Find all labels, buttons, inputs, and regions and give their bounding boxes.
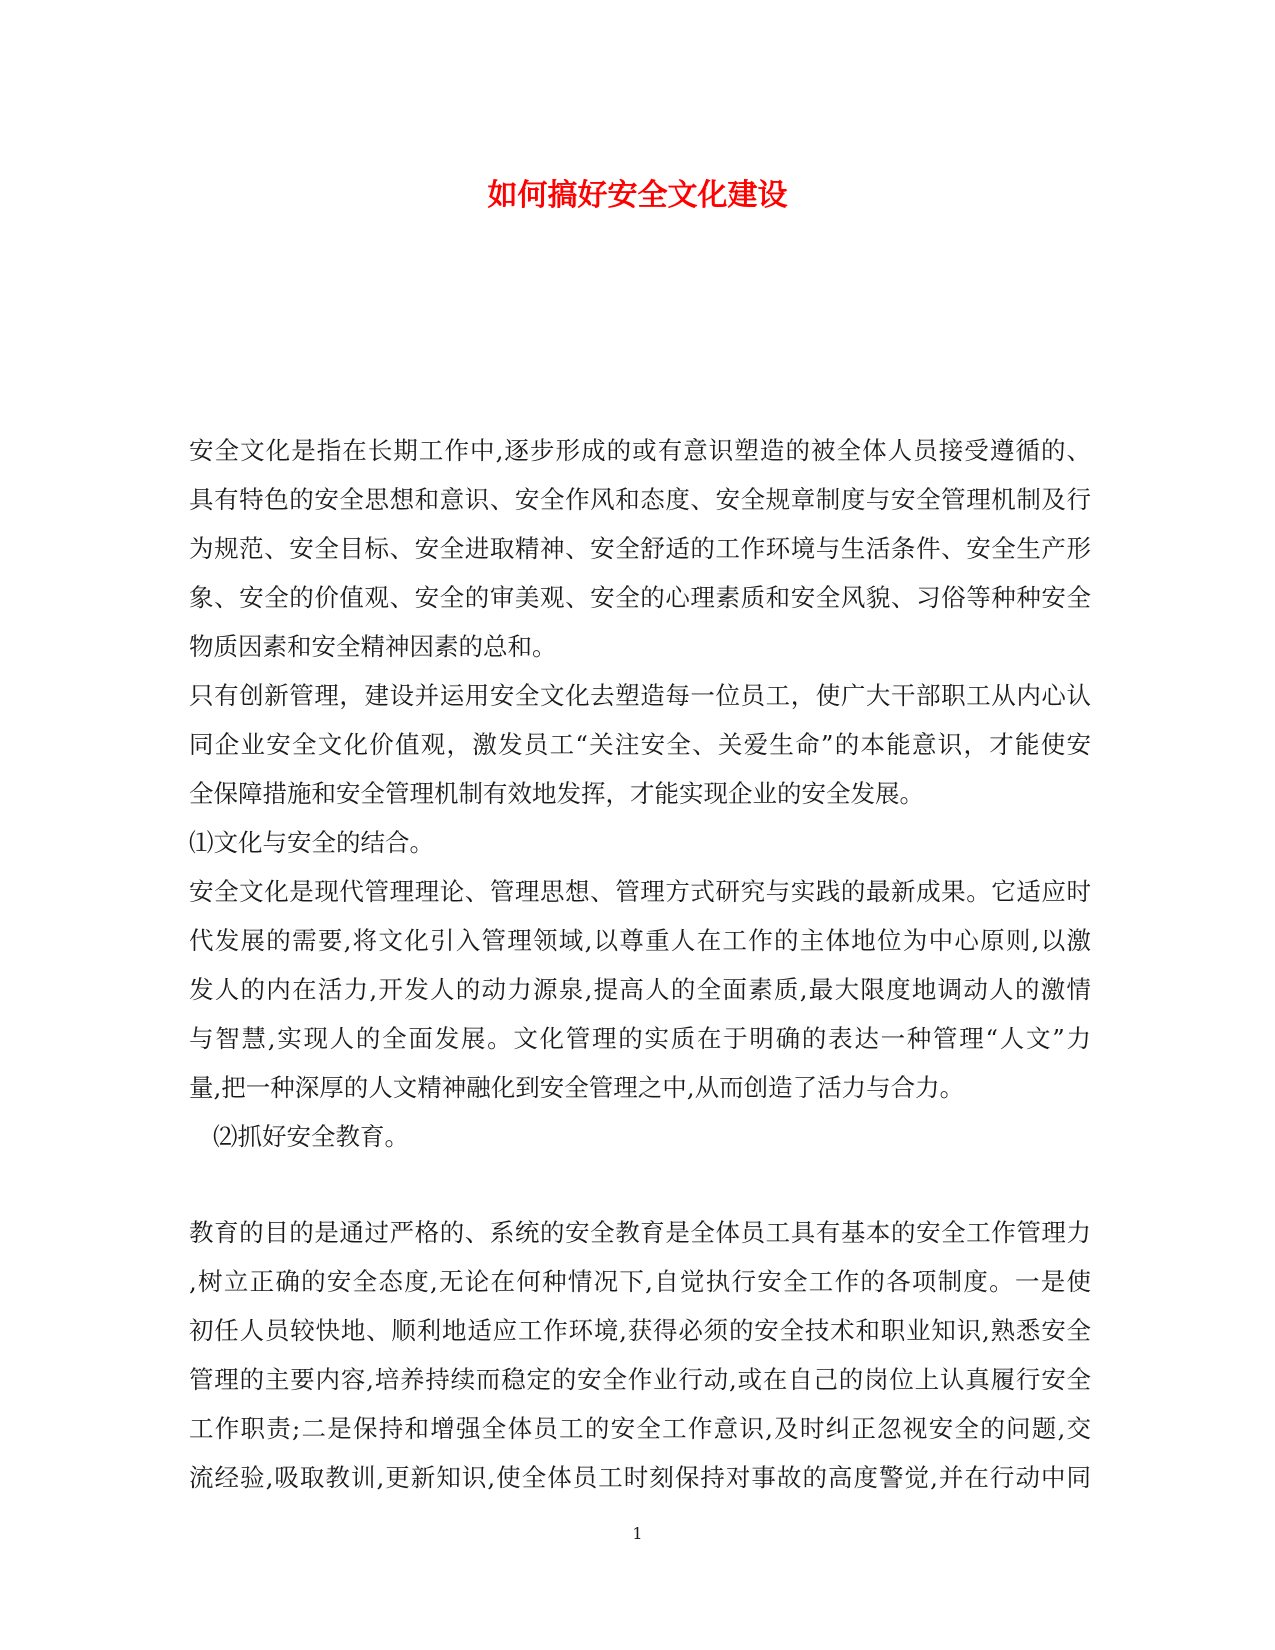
- paragraph-4-line-5: 工作职责;二是保持和增强全体员工的安全工作意识,及时纠正忽视安全的问题,交: [189, 1414, 1091, 1443]
- document-body: [189, 426, 1091, 1502]
- paragraph-3-line-2: 代发展的需要,将文化引入管理领域,以尊重人在工作的主体地位为中心原则,以激: [189, 926, 1091, 955]
- paragraph-1-line-3: 为规范、安全目标、安全进取精神、安全舒适的工作环境与生活条件、安全生产形: [189, 534, 1091, 563]
- paragraph-1-line-1: 安全文化是指在长期工作中,逐步形成的或有意识塑造的被全体人员接受遵循的、: [189, 436, 1091, 465]
- paragraph-2-line-2: 同企业安全文化价值观，激发员工“关注安全、关爱生命”的本能意识，才能使安: [189, 730, 1091, 759]
- paragraph-2-line-3: 全保障措施和安全管理机制有效地发挥，才能实现企业的安全发展。: [189, 779, 924, 808]
- paragraph-4-line-2: ,树立正确的安全态度,无论在何种情况下,自觉执行安全工作的各项制度。一是使: [189, 1267, 1091, 1296]
- paragraph-1-line-5: 物质因素和安全精神因素的总和。: [189, 632, 557, 661]
- paragraph-gap: [189, 1161, 1091, 1208]
- document-title: 如何搞好安全文化建设: [487, 178, 788, 213]
- paragraph-4-line-6: 流经验,吸取教训,更新知识,使全体员工时刻保持对事故的高度警觉,并在行动中同: [189, 1463, 1091, 1492]
- paragraph-4-line-3: 初任人员较快地、顺利地适应工作环境,获得必须的安全技术和职业知识,熟悉安全: [189, 1316, 1091, 1345]
- paragraph-4-line-4: 管理的主要内容,培养持续而稳定的安全作业行动,或在自己的岗位上认真履行安全: [189, 1365, 1091, 1394]
- paragraph-3-line-1: 安全文化是现代管理理论、管理思想、管理方式研究与实践的最新成果。它适应时: [189, 877, 1091, 906]
- paragraph-2-line-1: 只有创新管理，建设并运用安全文化去塑造每一位员工，使广大干部职工从内心认: [189, 681, 1091, 710]
- page-number: 1: [632, 1524, 643, 1543]
- paragraph-1-line-2: 具有特色的安全思想和意识、安全作风和态度、安全规章制度与安全管理机制及行: [189, 485, 1091, 514]
- section-heading-2: ⑵抓好安全教育。: [213, 1122, 409, 1151]
- paragraph-4-line-1: 教育的目的是通过严格的、系统的安全教育是全体员工具有基本的安全工作管理力: [189, 1218, 1091, 1247]
- paragraph-3-line-3: 发人的内在活力,开发人的动力源泉,提高人的全面素质,最大限度地调动人的激情: [189, 975, 1091, 1004]
- paragraph-1-line-4: 象、安全的价值观、安全的审美观、安全的心理素质和安全风貌、习俗等种种安全: [189, 583, 1091, 612]
- section-heading-1: ⑴文化与安全的结合。: [189, 828, 434, 857]
- paragraph-3-line-5: 量,把一种深厚的人文精神融化到安全管理之中,从而创造了活力与合力。: [189, 1073, 965, 1102]
- paragraph-3-line-4: 与智慧,实现人的全面发展。文化管理的实质在于明确的表达一种管理“人文”力: [189, 1024, 1091, 1053]
